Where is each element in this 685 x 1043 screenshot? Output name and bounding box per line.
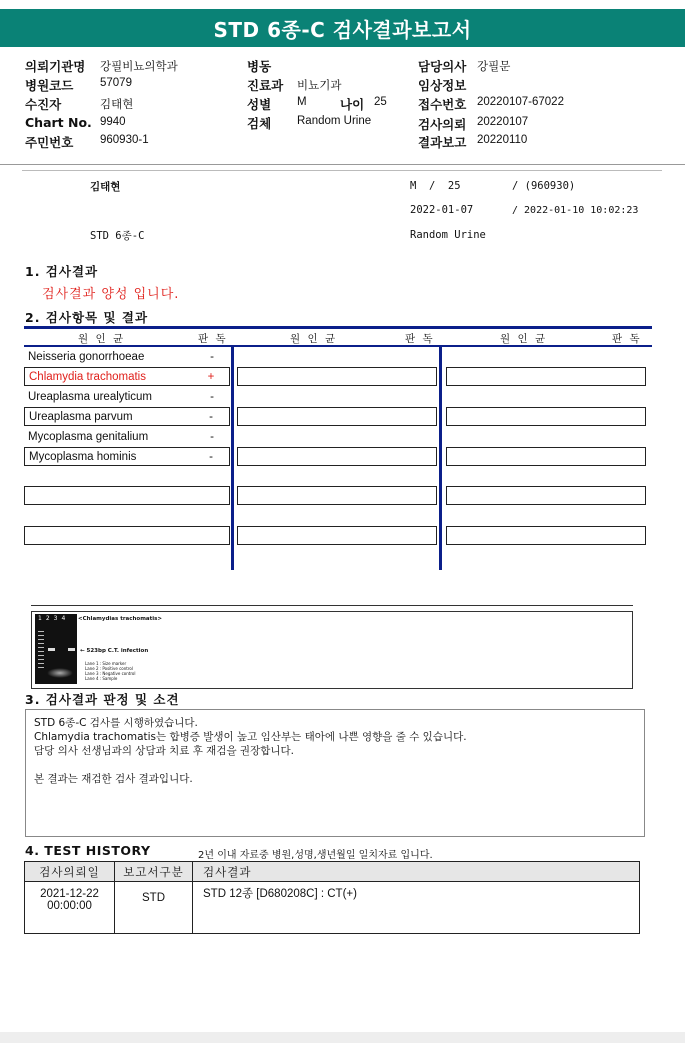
gel-top-line — [31, 605, 633, 606]
gel-legend — [85, 661, 135, 681]
gel-title: <Chlamydias trachomatis> — [78, 616, 163, 622]
patient-test-name: STD 6종-C — [90, 230, 145, 242]
value-resident-no: 960930-1 — [100, 134, 149, 146]
label-ward: 병동 — [247, 59, 272, 74]
history-result: STD 12종 [D680208C] : CT(+) — [193, 882, 640, 934]
result-summary: 검사결과 양성 입니다. — [42, 287, 180, 302]
table-row-empty — [237, 526, 437, 545]
patient-date-report: / 2022-01-10 10:02:23 — [512, 205, 639, 216]
value-request-date: 20220107 — [477, 116, 529, 128]
table-col-divider-1 — [231, 345, 234, 570]
value-patient: 김태현 — [100, 99, 134, 111]
gel-lane-3: 3 — [53, 615, 62, 622]
label-age: 나이 — [340, 97, 365, 112]
gel-marker-lane — [38, 628, 44, 668]
label-institution: 의뢰기관명 — [25, 59, 86, 74]
label-hospital-code: 병원코드 — [25, 78, 74, 93]
gel-legend-item: Lane 3 : Negative control — [85, 671, 136, 676]
gel-lane-4: 4 — [61, 615, 70, 622]
header-separator — [0, 164, 685, 165]
value-age: 25 — [374, 96, 387, 108]
table-row — [24, 427, 230, 446]
pathogen-name: Neisseria gonorrhoeae — [28, 350, 145, 363]
history-type: STD — [115, 882, 193, 934]
table-top-line — [24, 326, 652, 329]
label-report-date: 결과보고 — [418, 135, 467, 150]
section1-title: 1. 검사결과 — [25, 264, 99, 279]
patient-date-request: 2022-01-07 — [410, 204, 474, 216]
section2-title: 2. 검사항목 및 결과 — [25, 310, 149, 325]
gel-lane-1: 1 — [38, 615, 46, 622]
page-bottom-band — [0, 1032, 685, 1043]
label-department: 진료과 — [247, 78, 284, 93]
history-note: 2년 이내 자료중 병원,성명,생년월일 일치자료 입니다. — [198, 850, 433, 861]
value-doctor: 강필문 — [477, 61, 511, 73]
value-receipt-no: 20220107-67022 — [477, 96, 564, 108]
gel-electrophoresis-image — [35, 614, 77, 684]
label-resident-no: 주민번호 — [25, 135, 74, 150]
history-row — [25, 882, 640, 934]
label-clinical-info: 임상정보 — [418, 78, 467, 93]
col-head-pathogen-2: 원 인 균 — [290, 333, 338, 345]
value-report-date: 20220110 — [477, 134, 528, 146]
table-row-empty — [24, 526, 230, 545]
section3-title: 3. 검사결과 판정 및 소견 — [25, 692, 180, 707]
remark-line-blank — [34, 758, 636, 772]
gel-primer-dimer — [47, 668, 73, 678]
label-specimen: 검체 — [247, 116, 272, 131]
label-chart-no: Chart No. — [25, 115, 92, 130]
remark-line: 담당 의사 선생님과의 상담과 치료 후 재검을 권장합니다. — [34, 745, 294, 757]
history-time: 00:00:00 — [47, 900, 92, 912]
label-doctor: 담당의사 — [418, 59, 467, 74]
report-title: STD 6종-C 검사결과보고서 — [213, 17, 472, 42]
gel-lane-numbers — [38, 615, 69, 622]
table-row — [24, 407, 230, 426]
gel-legend-item: Lane 2 : Positive control — [85, 666, 133, 671]
pathogen-judge: + — [207, 370, 215, 383]
remark-line: STD 6종-C 검사를 시행하였습니다. — [34, 717, 198, 729]
pathogen-name: Chlamydia trachomatis — [29, 370, 146, 383]
value-institution: 강필비뇨의학과 — [100, 61, 178, 73]
remarks-box — [25, 709, 645, 837]
value-department: 비뇨기과 — [297, 80, 342, 92]
history-date-cell — [25, 882, 115, 934]
table-row — [24, 347, 230, 366]
table-row-empty — [446, 407, 646, 426]
history-col-result: 검사결과 — [193, 862, 640, 882]
table-row-positive — [24, 367, 230, 386]
label-request-date: 검사의뢰 — [418, 117, 467, 132]
table-row-empty — [237, 367, 437, 386]
table-row-empty — [237, 447, 437, 466]
patient-name: 김태현 — [90, 181, 121, 193]
col-head-pathogen-3: 원 인 균 — [500, 333, 548, 345]
gel-lane-2: 2 — [45, 615, 54, 622]
label-sex: 성별 — [247, 97, 272, 112]
table-row-empty — [446, 526, 646, 545]
col-head-judge-1: 판 독 — [198, 333, 228, 345]
gel-band — [48, 648, 55, 651]
patient-sex-age: M / 25 — [410, 180, 461, 192]
col-head-judge-3: 판 독 — [612, 333, 642, 345]
value-chart-no: 9940 — [100, 116, 126, 128]
table-row-empty — [446, 367, 646, 386]
value-hospital-code: 57079 — [100, 77, 132, 89]
pathogen-judge: - — [209, 450, 213, 463]
header-separator-2 — [22, 170, 662, 171]
value-sex: M — [297, 96, 307, 108]
pathogen-judge: - — [210, 390, 214, 403]
gel-band — [68, 648, 75, 651]
table-row-empty — [446, 447, 646, 466]
pathogen-name: Mycoplasma genitalium — [28, 430, 149, 443]
pathogen-name: Mycoplasma hominis — [29, 450, 137, 463]
gel-legend-item: Lane 4 : Sample — [85, 676, 118, 681]
patient-specimen: Random Urine — [410, 229, 486, 241]
pathogen-name: Ureaplasma urealyticum — [28, 390, 152, 403]
remark-line: 본 결과는 재검한 검사 결과입니다. — [34, 773, 193, 785]
table-col-divider-2 — [439, 345, 442, 570]
pathogen-judge: - — [210, 350, 214, 363]
table-row — [24, 447, 230, 466]
gel-band-label: ← 523bp C.T. infection — [80, 648, 149, 654]
remark-line: Chlamydia trachomatis는 합병증 발생이 높고 임산부는 태아에 나쁜 영향을 줄 수 있습니다. — [34, 731, 467, 743]
pathogen-name: Ureaplasma parvum — [29, 410, 133, 423]
table-row-empty — [237, 486, 437, 505]
label-receipt-no: 접수번호 — [418, 97, 467, 112]
table-row — [24, 387, 230, 406]
history-date: 2021-12-22 — [40, 888, 99, 900]
pathogen-judge: - — [209, 410, 213, 423]
value-specimen: Random Urine — [297, 115, 372, 127]
pathogen-judge: - — [210, 430, 214, 443]
patient-birth: / (960930) — [512, 180, 576, 192]
history-table — [24, 861, 640, 934]
col-head-pathogen-1: 원 인 균 — [78, 333, 126, 345]
label-patient: 수진자 — [25, 97, 62, 112]
table-row-empty — [446, 486, 646, 505]
gel-legend-item: Lane 1 : Size marker — [85, 661, 127, 666]
history-col-type: 보고서구분 — [115, 862, 193, 882]
table-row-empty — [24, 486, 230, 505]
history-header-row — [25, 862, 640, 882]
col-head-judge-2: 판 독 — [405, 333, 435, 345]
section4-title: 4. TEST HISTORY — [25, 843, 151, 858]
table-row-empty — [237, 407, 437, 426]
report-title-bar — [0, 9, 685, 47]
history-col-date: 검사의뢰일 — [25, 862, 115, 882]
